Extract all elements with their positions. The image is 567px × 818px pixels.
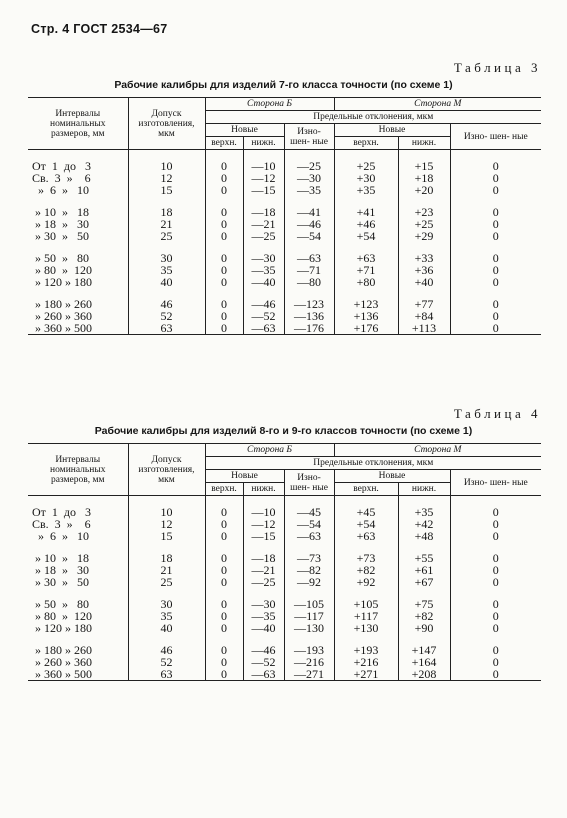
worn-m-cell: 0 [450,276,541,288]
worn-m-header: Изно- шен- ные [450,124,541,150]
lower-b-header: нижн. [243,483,284,496]
worn-m-cell: 0 [450,230,541,242]
group-spacer [28,196,541,206]
lower-b-cell: —35 [243,264,284,276]
lower-b-cell: —25 [243,230,284,242]
upper-m-cell: +105 [334,598,398,610]
worn-b-cell: —73 [284,552,334,564]
upper-b-cell: 0 [205,610,243,622]
lower-m-cell: +40 [398,276,450,288]
lower-b-header: нижн. [243,137,284,150]
lower-m-cell: +82 [398,610,450,622]
upper-b-cell: 0 [205,298,243,310]
upper-m-cell: +216 [334,656,398,668]
upper-b-cell: 0 [205,206,243,218]
lower-m-cell: +25 [398,218,450,230]
upper-b-cell: 0 [205,322,243,335]
interval-cell: » 180 » 260 [32,643,92,657]
table-row [28,564,541,576]
tolerance-cell: 18 [128,552,205,564]
group-spacer [28,242,541,252]
lower-m-header: нижн. [398,137,450,150]
lower-b-cell: —30 [243,252,284,264]
group-spacer [28,496,541,507]
upper-b-cell: 0 [205,518,243,530]
lower-m-cell: +29 [398,230,450,242]
lower-m-cell: +18 [398,172,450,184]
upper-b-cell: 0 [205,184,243,196]
interval-cell: От 1 до 3 [32,505,92,519]
worn-b-cell: —193 [284,644,334,656]
lower-b-cell: —52 [243,656,284,668]
worn-b-cell: —46 [284,218,334,230]
worn-b-cell: —54 [284,230,334,242]
page-header: Стр. 4 ГОСТ 2534—67 [31,22,168,36]
upper-m-cell: +45 [334,506,398,518]
upper-m-cell: +73 [334,552,398,564]
worn-m-cell: 0 [450,518,541,530]
table-row [28,668,541,681]
worn-b-cell: —130 [284,622,334,634]
tolerance-cell: 40 [128,276,205,288]
upper-m-cell: +80 [334,276,398,288]
lower-m-header: нижн. [398,483,450,496]
interval-cell: » 360 » 500 [28,668,128,681]
lower-b-cell: —15 [243,184,284,196]
upper-b-cell: 0 [205,668,243,681]
interval-cell: » 50 » 80 [32,597,89,611]
upper-m-cell: +193 [334,644,398,656]
interval-cell: » 30 » 50 [32,575,89,589]
upper-m-cell: +63 [334,252,398,264]
interval-cell: » 10 » 18 [32,205,89,219]
table-row [28,172,541,184]
lower-m-cell: +84 [398,310,450,322]
tolerance-header: Допуск изготовления, мкм [128,444,205,496]
table-row [28,322,541,335]
tolerance-cell: 12 [128,518,205,530]
tolerance-header: Допуск изготовления, мкм [128,98,205,150]
worn-m-cell: 0 [450,644,541,656]
worn-m-cell: 0 [450,598,541,610]
upper-b-cell: 0 [205,252,243,264]
table-row [28,160,541,172]
tolerance-cell: 15 [128,184,205,196]
upper-m-cell: +41 [334,206,398,218]
lower-m-cell: +164 [398,656,450,668]
upper-m-cell: +54 [334,230,398,242]
side-m-header: Сторона М [334,98,541,111]
upper-b-cell: 0 [205,310,243,322]
table-row [28,552,541,564]
table3-title: Рабочие калибры для изделий 7-го класса точности (по схеме 1) [114,79,453,91]
lower-b-cell: —63 [243,668,284,681]
worn-m-cell: 0 [450,610,541,622]
table4 [28,443,541,681]
lower-m-cell: +55 [398,552,450,564]
lower-m-cell: +77 [398,298,450,310]
upper-m-cell: +92 [334,576,398,588]
worn-m-cell: 0 [450,552,541,564]
worn-b-cell: —92 [284,576,334,588]
lower-b-cell: —10 [243,160,284,172]
worn-b-cell: —35 [284,184,334,196]
worn-b-cell: —136 [284,310,334,322]
interval-cell: » 10 » 18 [32,551,89,565]
upper-m-cell: +123 [334,298,398,310]
table3-label: Таблица 3 [453,60,541,75]
lower-m-cell: +33 [398,252,450,264]
tolerance-cell: 12 [128,172,205,184]
table-row [28,298,541,310]
side-b-header: Сторона Б [205,444,334,457]
upper-b-cell: 0 [205,656,243,668]
interval-cell: » 360 » 500 [28,322,128,335]
lower-b-cell: —35 [243,610,284,622]
table-row [28,656,541,668]
worn-m-cell: 0 [450,160,541,172]
interval-cell: » 50 » 80 [32,251,89,265]
intervals-header: Интервалы номинальных размеров, мм [28,444,128,496]
worn-m-cell: 0 [450,656,541,668]
lower-b-cell: —46 [243,298,284,310]
lower-b-cell: —12 [243,518,284,530]
table-row [28,644,541,656]
tolerance-cell: 52 [128,310,205,322]
worn-m-cell: 0 [450,530,541,542]
worn-m-cell: 0 [450,622,541,634]
upper-b-cell: 0 [205,276,243,288]
intervals-header: Интервалы номинальных размеров, мм [28,98,128,150]
lower-b-cell: —21 [243,218,284,230]
table-row [28,610,541,622]
deviations-header: Предельные отклонения, мкм [205,111,541,124]
interval-cell: » 6 » 10 [32,183,89,197]
table-row [28,206,541,218]
table4-label: Таблица 4 [453,406,541,421]
table-row [28,506,541,518]
upper-b-cell: 0 [205,172,243,184]
upper-m-cell: +71 [334,264,398,276]
worn-b-cell: —82 [284,564,334,576]
lower-m-cell: +75 [398,598,450,610]
new-b-header: Новые [205,470,284,483]
lower-b-cell: —18 [243,206,284,218]
tolerance-cell: 25 [128,230,205,242]
lower-m-cell: +36 [398,264,450,276]
group-spacer [28,288,541,298]
upper-b-cell: 0 [205,230,243,242]
worn-m-cell: 0 [450,218,541,230]
lower-b-cell: —46 [243,644,284,656]
lower-m-cell: +61 [398,564,450,576]
worn-m-cell: 0 [450,322,541,335]
group-spacer [28,150,541,161]
lower-m-cell: +48 [398,530,450,542]
worn-b-cell: —30 [284,172,334,184]
tolerance-cell: 18 [128,206,205,218]
lower-b-cell: —21 [243,564,284,576]
lower-m-cell: +147 [398,644,450,656]
table-row [28,530,541,542]
tolerance-cell: 63 [128,668,205,681]
table-row [28,310,541,322]
upper-m-cell: +30 [334,172,398,184]
tolerance-cell: 35 [128,264,205,276]
lower-m-cell: +15 [398,160,450,172]
new-b-header: Новые [205,124,284,137]
upper-b-cell: 0 [205,218,243,230]
upper-m-header: верхн. [334,483,398,496]
worn-m-cell: 0 [450,206,541,218]
table-row [28,230,541,242]
worn-b-header: Изно- шен- ные [284,124,334,150]
interval-cell: » 80 » 120 [32,263,92,277]
worn-m-cell: 0 [450,576,541,588]
interval-cell: » 120 » 180 [32,621,92,635]
worn-b-cell: —41 [284,206,334,218]
interval-cell: » 80 » 120 [32,609,92,623]
group-spacer [28,588,541,598]
new-m-header: Новые [334,470,450,483]
tolerance-cell: 30 [128,252,205,264]
table-row [28,622,541,634]
worn-m-cell: 0 [450,252,541,264]
upper-m-cell: +54 [334,518,398,530]
worn-b-cell: —176 [284,322,334,335]
upper-m-cell: +117 [334,610,398,622]
lower-m-cell: +20 [398,184,450,196]
upper-m-cell: +271 [334,668,398,681]
worn-b-cell: —123 [284,298,334,310]
tolerance-cell: 52 [128,656,205,668]
tolerance-cell: 10 [128,506,205,518]
upper-b-header: верхн. [205,137,243,150]
upper-b-cell: 0 [205,530,243,542]
worn-m-cell: 0 [450,310,541,322]
worn-m-cell: 0 [450,506,541,518]
group-spacer [28,542,541,552]
tolerance-cell: 15 [128,530,205,542]
lower-m-cell: +35 [398,506,450,518]
lower-b-cell: —52 [243,310,284,322]
upper-m-cell: +136 [334,310,398,322]
lower-b-cell: —40 [243,276,284,288]
upper-b-cell: 0 [205,552,243,564]
upper-m-header: верхн. [334,137,398,150]
tolerance-cell: 30 [128,598,205,610]
tolerance-cell: 63 [128,322,205,335]
upper-m-cell: +130 [334,622,398,634]
worn-b-cell: —271 [284,668,334,681]
table-row [28,276,541,288]
worn-b-header: Изно- шен- ные [284,470,334,496]
table-row [28,598,541,610]
lower-m-cell: +90 [398,622,450,634]
lower-b-cell: —30 [243,598,284,610]
worn-b-cell: —25 [284,160,334,172]
table-row [28,184,541,196]
new-m-header: Новые [334,124,450,137]
interval-cell: » 30 » 50 [32,229,89,243]
tolerance-cell: 25 [128,576,205,588]
table-row [28,264,541,276]
upper-b-header: верхн. [205,483,243,496]
interval-cell: От 1 до 3 [32,159,92,173]
lower-m-cell: +208 [398,668,450,681]
upper-m-cell: +25 [334,160,398,172]
tolerance-cell: 46 [128,298,205,310]
worn-m-cell: 0 [450,298,541,310]
upper-b-cell: 0 [205,576,243,588]
tolerance-cell: 21 [128,564,205,576]
table-row [28,252,541,264]
worn-m-header: Изно- шен- ные [450,470,541,496]
interval-cell: » 18 » 30 [32,217,89,231]
worn-b-cell: —105 [284,598,334,610]
worn-b-cell: —117 [284,610,334,622]
worn-b-cell: —63 [284,252,334,264]
lower-b-cell: —63 [243,322,284,335]
tolerance-cell: 40 [128,622,205,634]
table3 [28,97,541,335]
upper-m-cell: +35 [334,184,398,196]
upper-m-cell: +46 [334,218,398,230]
lower-m-cell: +67 [398,576,450,588]
interval-cell: » 18 » 30 [32,563,89,577]
tolerance-cell: 46 [128,644,205,656]
interval-cell: Св. 3 » 6 [32,171,91,185]
upper-b-cell: 0 [205,506,243,518]
worn-m-cell: 0 [450,668,541,681]
upper-b-cell: 0 [205,622,243,634]
upper-b-cell: 0 [205,160,243,172]
upper-b-cell: 0 [205,264,243,276]
upper-b-cell: 0 [205,644,243,656]
table4-body [28,496,541,681]
deviations-header: Предельные отклонения, мкм [205,457,541,470]
worn-m-cell: 0 [450,184,541,196]
table4-title: Рабочие калибры для изделий 8-го и 9-го классов точности (по схеме 1) [94,425,473,437]
table3-body [28,150,541,335]
worn-b-cell: —71 [284,264,334,276]
tolerance-cell: 10 [128,160,205,172]
interval-cell: » 6 » 10 [32,529,89,543]
worn-b-cell: —63 [284,530,334,542]
interval-cell: » 260 » 360 [32,309,92,323]
lower-b-cell: —25 [243,576,284,588]
tolerance-cell: 21 [128,218,205,230]
worn-b-cell: —45 [284,506,334,518]
lower-m-cell: +42 [398,518,450,530]
lower-b-cell: —40 [243,622,284,634]
lower-b-cell: —15 [243,530,284,542]
interval-cell: » 260 » 360 [32,655,92,669]
lower-m-cell: +113 [398,322,450,335]
worn-m-cell: 0 [450,172,541,184]
interval-cell: » 180 » 260 [32,297,92,311]
worn-b-cell: —54 [284,518,334,530]
lower-b-cell: —10 [243,506,284,518]
table-row [28,218,541,230]
worn-b-cell: —80 [284,276,334,288]
upper-b-cell: 0 [205,564,243,576]
side-m-header: Сторона М [334,444,541,457]
table-row [28,576,541,588]
tolerance-cell: 35 [128,610,205,622]
table-row [28,518,541,530]
worn-m-cell: 0 [450,564,541,576]
lower-b-cell: —18 [243,552,284,564]
upper-m-cell: +176 [334,322,398,335]
interval-cell: » 120 » 180 [32,275,92,289]
upper-b-cell: 0 [205,598,243,610]
lower-m-cell: +23 [398,206,450,218]
upper-m-cell: +63 [334,530,398,542]
interval-cell: Св. 3 » 6 [32,517,91,531]
side-b-header: Сторона Б [205,98,334,111]
worn-b-cell: —216 [284,656,334,668]
lower-b-cell: —12 [243,172,284,184]
group-spacer [28,634,541,644]
worn-m-cell: 0 [450,264,541,276]
upper-m-cell: +82 [334,564,398,576]
